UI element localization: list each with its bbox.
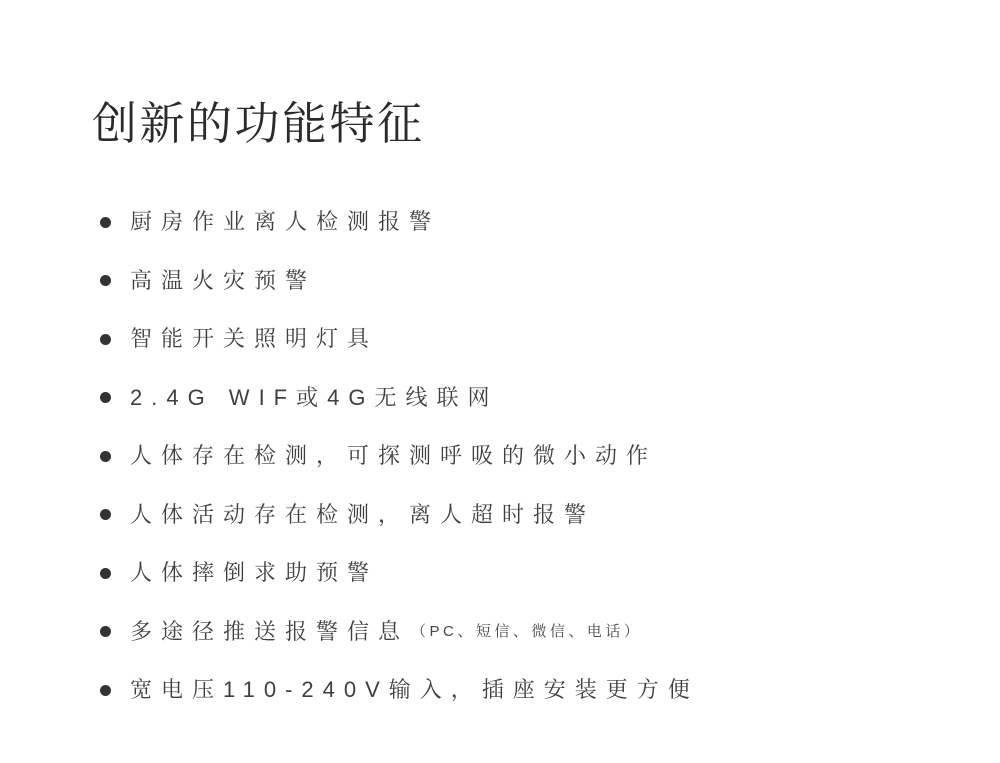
bullet-icon — [100, 451, 111, 462]
feature-text: 智能开关照明灯具 — [130, 326, 379, 351]
feature-text: 宽电压110-240V输入，插座安装更方便 — [130, 677, 699, 702]
bullet-icon — [100, 685, 111, 696]
page-title: 创新的功能特征 — [92, 98, 425, 149]
bullet-icon — [100, 334, 111, 345]
feature-item — [92, 500, 960, 530]
feature-text: 人体存在检测，可探测呼吸的微小动作 — [130, 443, 658, 468]
feature-item — [92, 383, 960, 413]
feature-list — [92, 207, 960, 705]
bullet-icon — [100, 392, 111, 403]
feature-item — [92, 558, 960, 588]
feature-text: 人体活动存在检测，离人超时报警 — [130, 501, 596, 527]
feature-item — [92, 324, 960, 354]
feature-text: 厨房作业离人检测报警 — [130, 209, 441, 234]
feature-note: （PC、短信、微信、电话） — [411, 622, 643, 640]
bullet-icon — [100, 626, 111, 637]
feature-item — [92, 675, 960, 705]
feature-text: 2.4G WIF或4G无线联网 — [130, 384, 499, 410]
bullet-icon — [100, 275, 111, 286]
bullet-icon — [100, 509, 111, 520]
feature-text: 多途径推送报警信息 — [130, 618, 410, 644]
bullet-icon — [100, 217, 111, 228]
feature-text: 高温火灾预警 — [130, 267, 317, 293]
feature-item — [92, 207, 960, 237]
feature-text: 人体摔倒求助预警 — [130, 560, 379, 585]
bullet-icon — [100, 568, 111, 579]
feature-item — [92, 266, 960, 296]
feature-item — [92, 441, 960, 471]
feature-item — [92, 617, 960, 647]
